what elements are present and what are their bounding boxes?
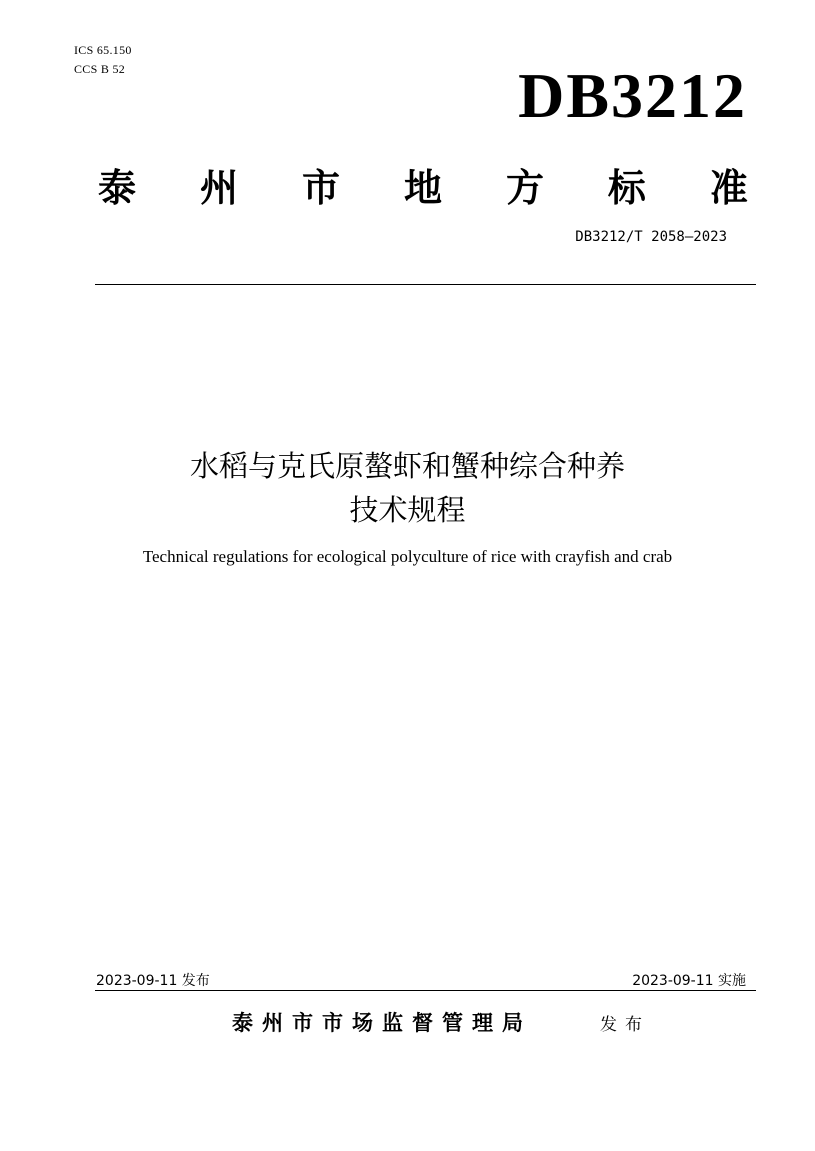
standard-type-char: 方 xyxy=(505,165,544,210)
standard-type-char: 市 xyxy=(301,165,340,210)
footer-divider xyxy=(95,990,756,991)
ccs-code: CCS B 52 xyxy=(74,62,126,76)
standard-number: DB3212/T 2058—2023 xyxy=(575,229,727,245)
standard-type-char: 准 xyxy=(709,165,748,210)
standard-type-char: 州 xyxy=(199,165,238,210)
title-zh-line-1: 水稻与克氏原螯虾和蟹种综合种养 xyxy=(189,449,625,483)
document-title-en: Technical regulations for ecological polyculture of rice with crayfish and crab xyxy=(142,547,673,566)
standard-type-title xyxy=(98,163,748,213)
standard-type-char: 泰 xyxy=(98,165,137,210)
standard-code-logo: DB3212 xyxy=(518,60,747,131)
implementation-date: 2023-09-11 实施 xyxy=(632,973,746,989)
ics-code: ICS 65.150 xyxy=(74,43,132,57)
header-divider xyxy=(95,284,756,285)
issue-date: 2023-09-11 发布 xyxy=(96,973,210,989)
document-title-zh xyxy=(0,444,815,532)
standard-type-char: 标 xyxy=(607,165,646,210)
standard-type-char: 地 xyxy=(403,165,442,210)
issuing-authority: 泰州市市场监督管理局 xyxy=(232,1010,532,1035)
issue-label: 发布 xyxy=(600,1015,650,1035)
title-zh-line-2: 技术规程 xyxy=(349,493,466,527)
